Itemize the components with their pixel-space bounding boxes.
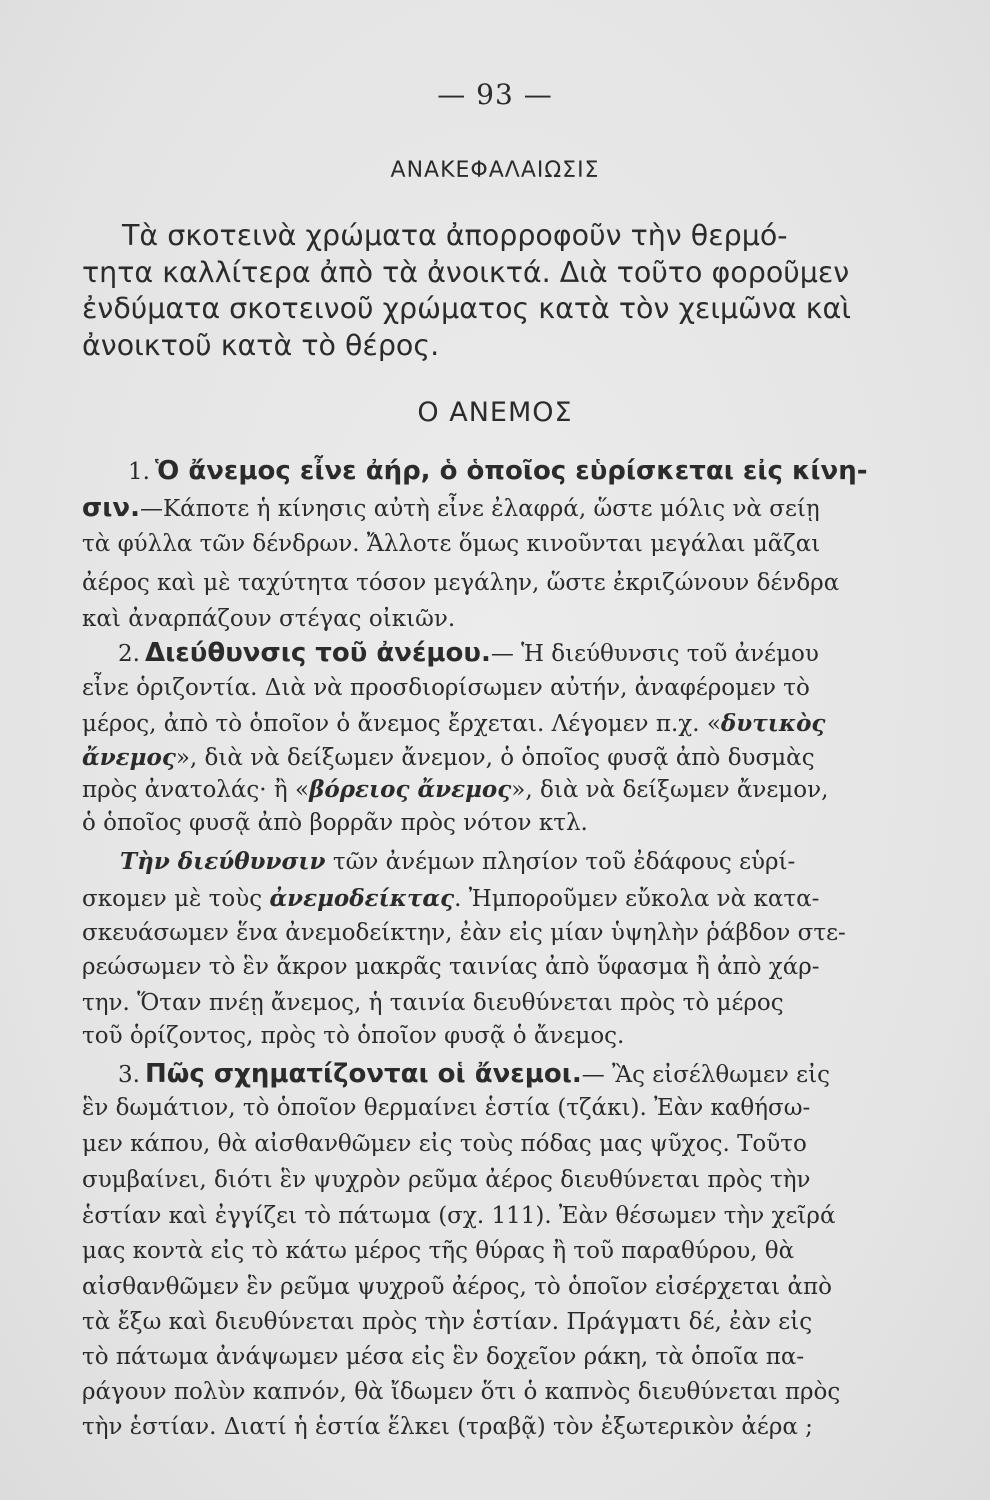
paragraph-line xyxy=(120,850,795,874)
paragraph-text: . Ἠμποροῦμεν εὔκολα νὰ κατα- xyxy=(454,886,820,912)
paragraph-text: πρὸς ἀνατολάς· ἢ « xyxy=(82,777,310,803)
recap-line: ἀνοικτοῦ κατὰ τὸ θέρος. xyxy=(82,329,440,362)
paragraph-text: τῶν ἀνέμων πλησίον τοῦ ἐδάφους εὑρί- xyxy=(325,849,796,875)
recap-line: Τὰ σκοτεινὰ χρώματα ἀπορροφοῦν τὴν θερμό- xyxy=(122,219,788,252)
paragraph-line: εἶνε ὁριζοντία. Διὰ νὰ προσδιορίσωμεν αὐτήν, ἀναφέρομεν τὸ xyxy=(82,675,810,701)
paragraph-text: —Κάποτε ἡ κίνησις αὐτὴ εἶνε ἐλαφρά, ὥστε μόλις νὰ σείῃ xyxy=(139,496,820,522)
paragraph-line: αἰσθανθῶμεν ἓν ρεῦμα ψυχροῦ ἀέρος, τὸ ὁποῖον εἰσέρχεται ἀπὸ xyxy=(82,1274,833,1300)
recap-heading: ΑΝΑΚΕΦΑΛΑΙΩΣΙΣ xyxy=(390,158,600,183)
paragraph-line xyxy=(82,746,815,770)
emphasis-term: δυτικὸς xyxy=(720,710,826,737)
paragraph-line: τὴν ἑστίαν. Διατί ἡ ἑστία ἕλκει (τραβᾷ) τὸν ἐξωτερικὸν ἀέρα ; xyxy=(82,1414,813,1440)
paragraph-line xyxy=(118,1061,830,1087)
paragraph-line xyxy=(82,495,820,521)
section-heading: σιν. xyxy=(82,493,140,523)
paragraph-line: τοῦ ὁρίζοντος, πρὸς τὸ ὁποῖον φυσᾷ ὁ ἄνεμος. xyxy=(82,1023,625,1049)
paragraph-line: ἑστίαν καὶ ἐγγίζει τὸ πάτωμα (σχ. 111). Ἐὰν θέσωμεν τὴν χεῖρά xyxy=(82,1203,836,1229)
section-heading: Ὁ ἄνεμος εἶνε ἀήρ, ὁ ὁποῖος εὑρίσκεται εἰς κίνη- xyxy=(155,456,868,486)
paragraph-line xyxy=(82,887,819,911)
paragraph-line: τὰ φύλλα τῶν δένδρων. Ἄλλοτε ὅμως κινοῦνται μεγάλαι μᾶζαι xyxy=(82,531,821,557)
paragraph-text: — Ἂς εἰσέλθωμεν εἰς xyxy=(581,1062,830,1088)
emphasis-term: Τὴν διεύθυνσιν xyxy=(120,848,326,875)
section-heading: Διεύθυνσις τοῦ ἀνέμου. xyxy=(145,638,491,668)
paragraph-line: καὶ ἀναρπάζουν στέγας οἰκιῶν. xyxy=(82,606,456,632)
paragraph-text: », διὰ νὰ δείξωμεν ἄνεμον, xyxy=(511,777,829,803)
paragraph-line xyxy=(118,640,819,666)
paragraph-line: σκευάσωμεν ἕνα ἀνεμοδείκτην, ἐὰν εἰς μίαν ὑψηλὴν ῥάβδον στε- xyxy=(82,920,846,946)
paragraph-line: ράγουν πολὺν καπνόν, θὰ ἴδωμεν ὅτι ὁ καπνὸς διευθύνεται πρὸς xyxy=(82,1379,841,1405)
paragraph-line xyxy=(128,458,868,484)
emphasis-term: ἄνεμος xyxy=(82,744,176,771)
recap-line: ἐνδύματα σκοτεινοῦ χρώματος κατὰ τὸν χειμῶνα καὶ xyxy=(82,292,851,325)
paragraph-line: τὰ ἔξω καὶ διευθύνεται πρὸς τὴν ἑστίαν. Πράγματι δέ, ἐὰν εἰς xyxy=(82,1309,813,1335)
paragraph-line: τὸ πάτωμα ἀνάψωμεν μέσα εἰς ἓν δοχεῖον ράκη, τὰ ὁποῖα πα- xyxy=(82,1344,805,1370)
section-number: 1. xyxy=(128,459,150,485)
paragraph-text: », διὰ νὰ δείξωμεν ἄνεμον, ὁ ὁποῖος φυσᾷ ἀπὸ δυσμὰς xyxy=(175,745,815,771)
page-number: — 93 — xyxy=(437,78,553,111)
paragraph-line: ἀέρος καὶ μὲ ταχύτητα τόσον μεγάλην, ὥστε ἐκριζώνουν δένδρα xyxy=(82,570,840,596)
recap-line: τητα καλλίτερα ἀπὸ τὰ ἀνοικτά. Διὰ τοῦτο φοροῦμεν xyxy=(82,256,850,289)
wind-section-title: Ο ΑΝΕΜΟΣ xyxy=(417,397,573,428)
paragraph-line: ὁ ὁποῖος φυσᾷ ἀπὸ βορρᾶν πρὸς νότον κτλ. xyxy=(82,810,588,836)
paragraph-line: ἓν δωμάτιον, τὸ ὁποῖον θερμαίνει ἑστία (τζάκι). Ἐὰν καθήσω- xyxy=(82,1095,811,1121)
paragraph-line: ρεώσωμεν τὸ ἓν ἄκρον μακρᾶς ταινίας ἀπὸ ὕφασμα ἢ ἀπὸ χάρ- xyxy=(82,954,820,980)
paragraph-line xyxy=(82,712,825,736)
paragraph-line: μεν κάπου, θὰ αἰσθανθῶμεν εἰς τοὺς πόδας μας ψῦχος. Τοῦτο xyxy=(82,1131,807,1157)
emphasis-term: βόρειος ἄνεμος xyxy=(309,776,512,803)
paragraph-line: την. Ὅταν πνέῃ ἄνεμος, ἡ ταινία διευθύνεται πρὸς τὸ μέρος xyxy=(82,990,784,1016)
section-heading: Πῶς σχηματίζονται οἱ ἄνεμοι. xyxy=(145,1059,582,1089)
paragraph-line: συμβαίνει, διότι ἓν ψυχρὸν ρεῦμα ἀέρος διευθύνεται πρὸς τὴν xyxy=(82,1167,811,1193)
emphasis-term: ἀνεμοδείκτας xyxy=(269,885,455,912)
section-number: 3. xyxy=(118,1062,140,1088)
section-number: 2. xyxy=(118,641,140,667)
paragraph-text: — Ἡ διεύθυνσις τοῦ ἀνέμου xyxy=(490,641,819,667)
paragraph-text: σκομεν μὲ τοὺς xyxy=(82,886,270,912)
paragraph-text: μέρος, ἀπὸ τὸ ὁποῖον ὁ ἄνεμος ἔρχεται. Λέγομεν π.χ. « xyxy=(82,711,721,737)
paragraph-line: μας κοντὰ εἰς τὸ κάτω μέρος τῆς θύρας ἢ τοῦ παραθύρου, θὰ xyxy=(82,1238,795,1264)
paragraph-line xyxy=(82,778,828,802)
